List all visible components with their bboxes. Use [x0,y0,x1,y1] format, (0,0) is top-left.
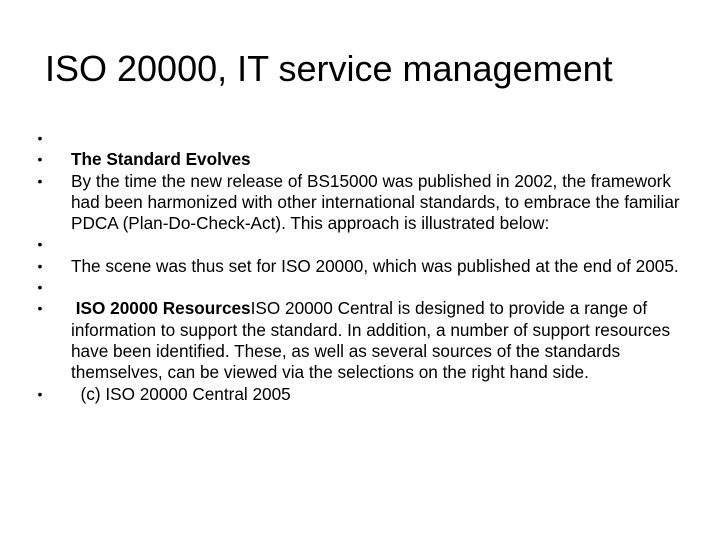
bullet-item-empty-3 [30,277,690,298]
bullet-dot-icon: • [37,130,43,146]
bullet-bold-lead: ISO 20000 Resources [71,298,251,319]
bullet-dot-icon: • [37,172,43,189]
bullet-dot-icon: • [37,300,43,317]
bullet-text: The Standard Evolves [71,149,251,170]
bullet-item-iso20000 [30,256,690,277]
bullet-dot-icon: • [37,279,43,296]
bullet-text: The scene was thus set for ISO 20000, which was published at the end of 2005. [71,255,679,276]
bullet-item-empty-1 [30,128,690,149]
bullet-item-heading [30,149,690,170]
bullet-text: (c) ISO 20000 Central 2005 [71,383,291,404]
slide-title: ISO 20000, IT service management [45,48,613,89]
bullet-dot-icon: • [37,151,43,168]
bullet-dot-icon: • [37,385,43,402]
bullet-item-bs15000 [30,171,690,235]
bullet-list [30,128,690,405]
bullet-text: By the time the new release of BS15000 was published in 2002, the framework had been harmonized with other international standards, to embrace the familiar PDCA (Plan-Do-Check-Act). This approach is illustrated below: [71,170,680,234]
bullet-item-empty-2 [30,234,690,255]
bullet-item-copyright [30,384,690,405]
bullet-item-resources [30,298,690,383]
bullet-text: ISO 20000 Central is designed to provide a range of information to support the standard. In addition, a number of support resources have been identified. These, as well as several sources of the standards themselves, can be viewed via the selections on the right hand side. [71,298,671,383]
bullet-dot-icon: • [37,236,43,253]
bullet-dot-icon: • [37,257,43,274]
